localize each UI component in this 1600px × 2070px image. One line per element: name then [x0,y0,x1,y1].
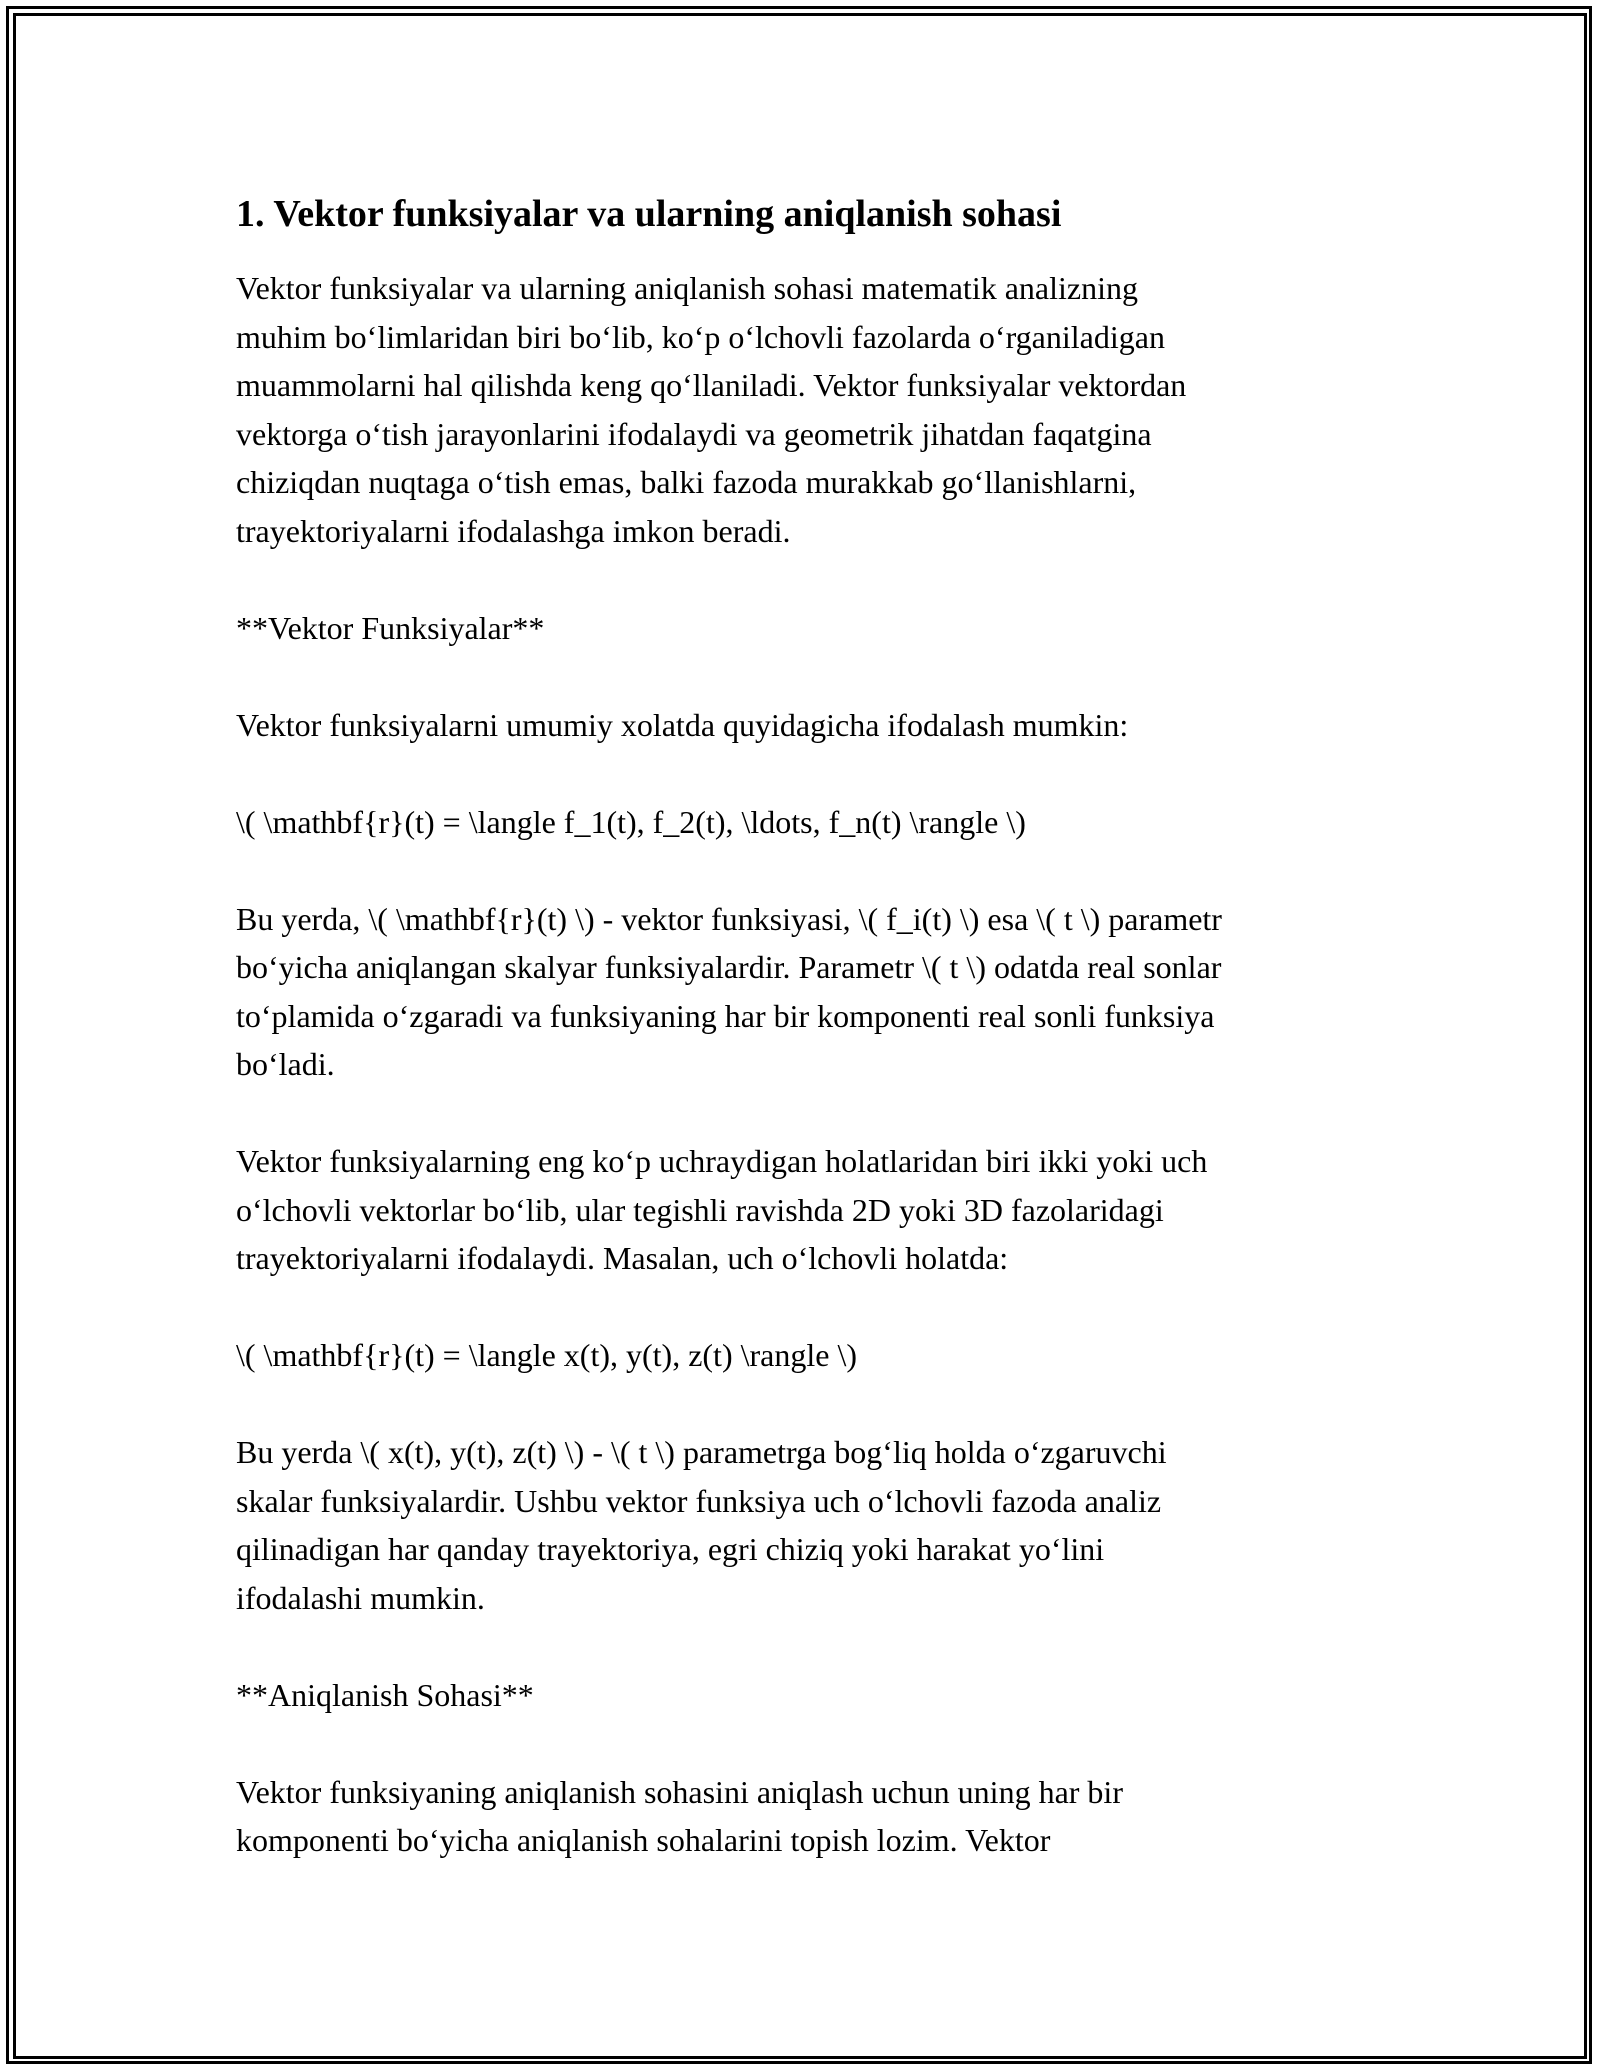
paragraph [236,1768,1376,1865]
text-line: Vektor funksiyalarni umumiy xolatda quyidagicha ifodalash mumkin: [236,706,1129,743]
text-line: Vektor funksiyaning aniqlanish sohasini aniqlash uchun uning har bir [236,1773,1123,1810]
text-line: skalar funksiyalardir. Ushbu vektor funksiya uch o‘lchovli fazoda analiz [236,1482,1162,1519]
paragraph-gap [236,846,1376,895]
paragraph-gap [236,1719,1376,1768]
text-line: Bu yerda, \( \mathbf{r}(t) \) - vektor funksiyasi, \( f_i(t) \) esa \( t \) parametr [236,900,1222,937]
paragraph-gap [236,1089,1376,1138]
paragraph-gap [236,1380,1376,1429]
paragraph [236,264,1376,555]
paragraph-gap [236,749,1376,798]
paragraph-gap [236,1622,1376,1671]
text-line: \( \mathbf{r}(t) = \langle x(t), y(t), z(t) \rangle \) [236,1337,857,1373]
text-line: \( \mathbf{r}(t) = \langle f_1(t), f_2(t), \ldots, f_n(t) \rangle \) [236,803,1026,840]
text-line: bo‘yicha aniqlangan skalyar funksiyalardir. Parametr \( t \) odatda real sonlar [236,949,1222,985]
text-line: komponenti bo‘yicha aniqlanish sohalarini topish lozim. Vektor [236,1822,1051,1858]
paragraph-gap [236,555,1376,604]
paragraph [236,1137,1376,1283]
text-line: Vektor funksiyalarning eng ko‘p uchraydigan holatlaridan biri ikki yoki uch [236,1143,1208,1179]
paragraph [236,798,1376,847]
text-line: to‘plamida o‘zgaradi va funksiyaning har bir komponenti real sonli funksiya [236,997,1215,1034]
paragraph-container [236,264,1376,1865]
paragraph [236,1428,1376,1622]
text-line: Bu yerda \( x(t), y(t), z(t) \) - \( t \) parametrga bog‘liq holda o‘zgaruvchi [236,1434,1167,1470]
text-line: trayektoriyalarni ifodalashga imkon beradi. [236,512,791,549]
text-line: trayektoriyalarni ifodalaydi. Masalan, uch o‘lchovli holatda: [236,1240,1009,1276]
paragraph-gap [236,1283,1376,1332]
section-heading: 1. Vektor funksiyalar va ularning aniqlanish sohasi [236,193,1062,235]
paragraph [236,1331,1376,1380]
text-line: bo‘ladi. [236,1046,335,1082]
paragraph-gap [236,652,1376,701]
text-line: qilinadigan har qanday trayektoriya, egri chiziq yoki harakat yo‘lini [236,1531,1105,1567]
paragraph [236,604,1376,653]
text-line: muammolarni hal qilishda keng qo‘llaniladi. Vektor funksiyalar vektordan [236,367,1187,403]
paragraph [236,895,1376,1089]
text-line: Vektor funksiyalar va ularning aniqlanish sohasi matematik analizning [236,270,1138,306]
document-body [236,186,1376,1865]
text-line: **Vektor Funksiyalar** [236,609,545,646]
text-line: muhim bo‘limlaridan biri bo‘lib, ko‘p o‘lchovli fazolarda o‘rganiladigan [236,318,1165,355]
text-line: ifodalashi mumkin. [236,1579,485,1616]
text-line: vektorga o‘tish jarayonlarini ifodalaydi va geometrik jihatdan faqatgina [236,415,1152,452]
paragraph [236,1671,1376,1720]
paragraph [236,701,1376,750]
text-line: o‘lchovli vektorlar bo‘lib, ular tegishli ravishda 2D yoki 3D fazolaridagi [236,1191,1164,1228]
text-line: chiziqdan nuqtaga o‘tish emas, balki fazoda murakkab go‘llanishlarni, [236,464,1137,500]
text-line: **Aniqlanish Sohasi** [236,1676,534,1713]
